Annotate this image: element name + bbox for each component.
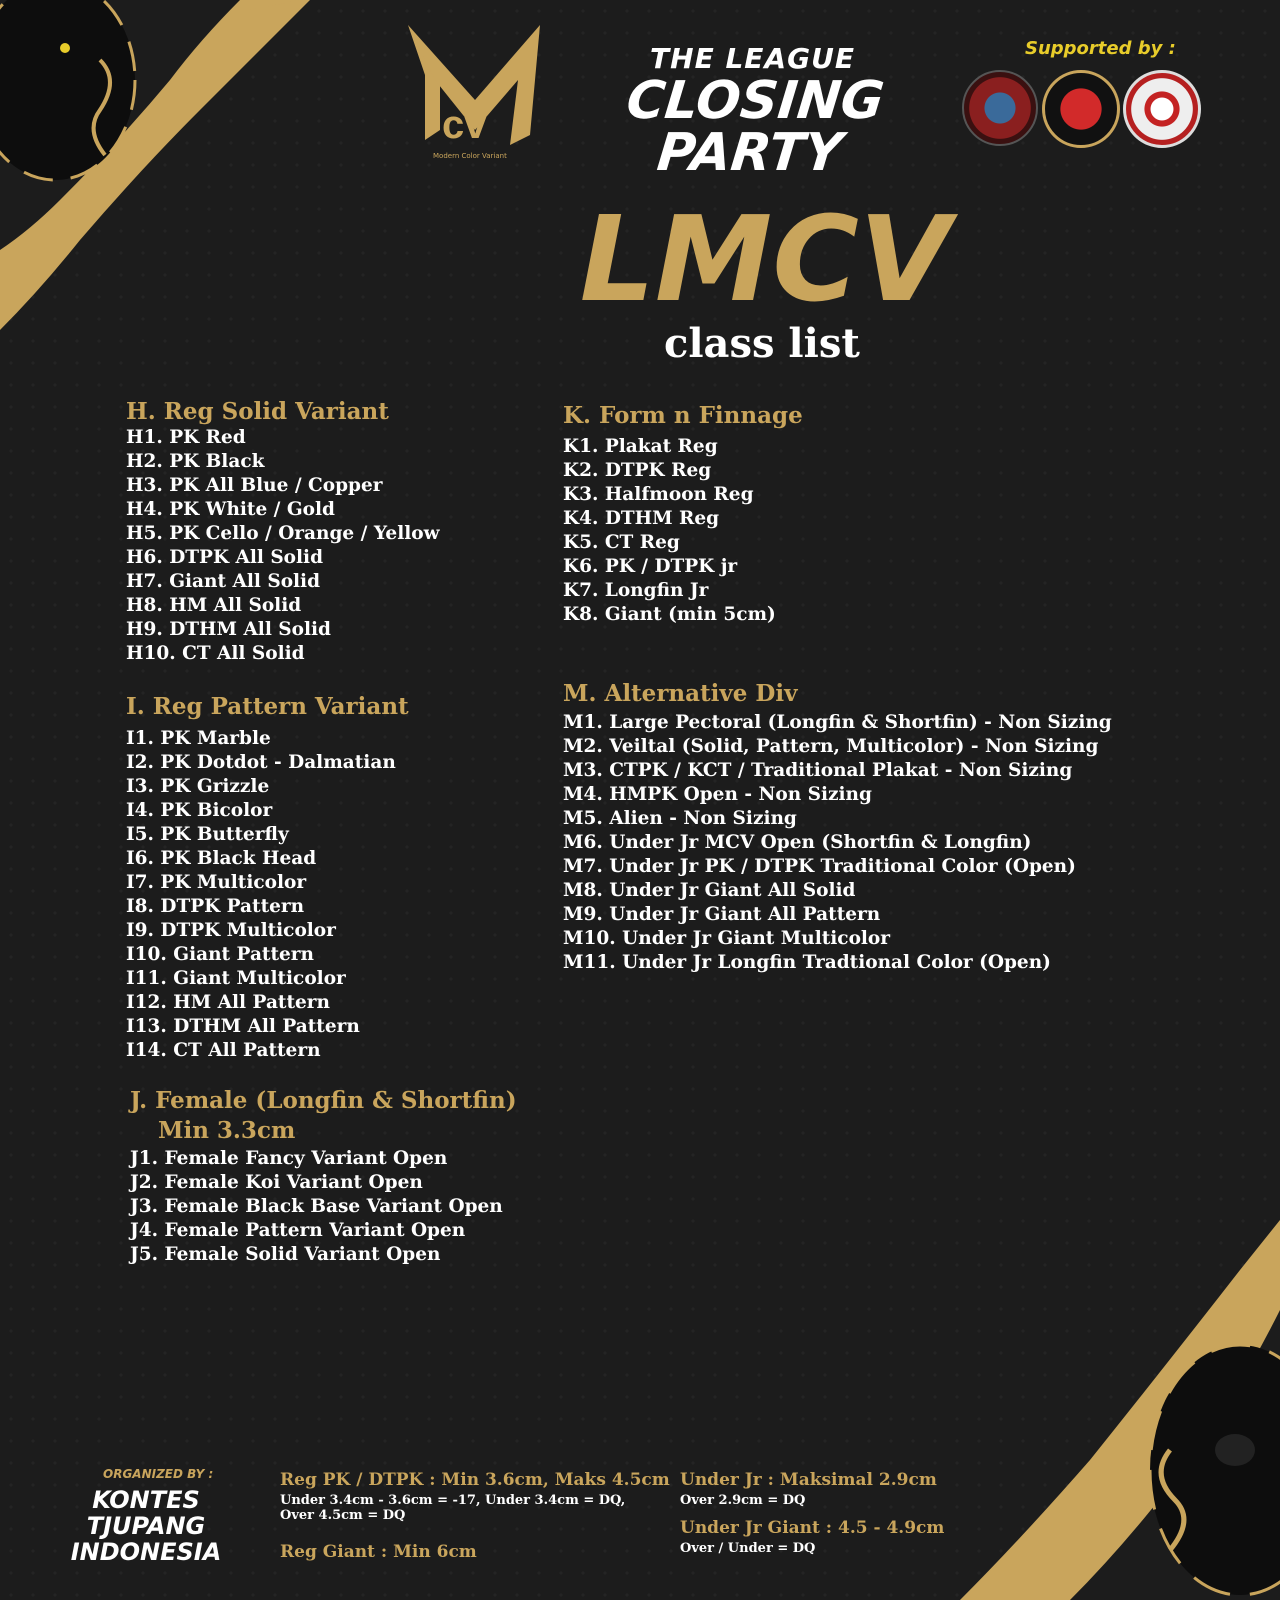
list-item: H7. Giant All Solid — [126, 571, 321, 592]
top-left-skull-icon — [0, 0, 140, 190]
list-item: I6. PK Black Head — [126, 848, 317, 869]
section-j-subtitle: Min 3.3cm — [158, 1117, 296, 1144]
section-i-list — [126, 727, 396, 1063]
organizer-line3: INDONESIA — [70, 1538, 222, 1566]
list-item: M8. Under Jr Giant All Solid — [563, 880, 856, 901]
list-item: K1. Plakat Reg — [563, 436, 718, 457]
lmcv-title-text: LMCV — [579, 190, 951, 328]
list-item: H6. DTPK All Solid — [126, 547, 324, 568]
list-item: I11. Giant Multicolor — [126, 968, 346, 989]
rule-under-jr-title: Under Jr : Maksimal 2.9cm — [680, 1470, 937, 1490]
list-item: K4. DTHM Reg — [563, 508, 720, 529]
list-item: I14. CT All Pattern — [126, 1040, 321, 1061]
list-item: M1. Large Pectoral (Longfin & Shortfin) - Non Sizing — [563, 712, 1112, 733]
list-item: K2. DTPK Reg — [563, 460, 712, 481]
list-item: H10. CT All Solid — [126, 643, 305, 664]
list-item: J1. Female Fancy Variant Open — [130, 1148, 448, 1169]
rule-reg-pk-title: Reg PK / DTPK : Min 3.6cm, Maks 4.5cm — [280, 1470, 670, 1490]
dragon-badge-icon — [962, 70, 1038, 146]
list-item: I1. PK Marble — [126, 728, 271, 749]
list-item: M5. Alien - Non Sizing — [563, 808, 797, 829]
section-j-list — [130, 1147, 503, 1267]
section-j-title: J. Female (Longfin & Shortfin) — [130, 1087, 517, 1114]
list-item: M2. Veiltal (Solid, Pattern, Multicolor) - Non Sizing — [563, 736, 1099, 757]
section-m-list — [563, 711, 1112, 975]
list-item: M9. Under Jr Giant All Pattern — [563, 904, 881, 925]
list-item: M10. Under Jr Giant Multicolor — [563, 928, 891, 949]
betta-moon-badge-icon — [1042, 70, 1120, 148]
class-list-subtitle: class list — [664, 320, 860, 367]
list-item: M7. Under Jr PK / DTPK Traditional Color (Open) — [563, 856, 1076, 877]
club-seal-badge-icon — [1123, 70, 1201, 148]
list-item: I10. Giant Pattern — [126, 944, 314, 965]
mcv-monogram-icon — [400, 20, 550, 155]
list-item: I12. HM All Pattern — [126, 992, 330, 1013]
section-i-title: I. Reg Pattern Variant — [126, 693, 409, 720]
list-item: M4. HMPK Open - Non Sizing — [563, 784, 872, 805]
list-item: J4. Female Pattern Variant Open — [130, 1220, 466, 1241]
rule-reg-pk-line2: Over 4.5cm = DQ — [280, 1508, 406, 1523]
organized-by-label: ORGANIZED BY : — [103, 1467, 214, 1481]
mcv-logo — [400, 20, 550, 165]
list-item: H4. PK White / Gold — [126, 499, 335, 520]
list-item: I7. PK Multicolor — [126, 872, 307, 893]
list-item: J3. Female Black Base Variant Open — [130, 1196, 503, 1217]
list-item: J5. Female Solid Variant Open — [130, 1244, 441, 1265]
list-item: K5. CT Reg — [563, 532, 680, 553]
list-item: K7. Longfin Jr — [563, 580, 709, 601]
list-item: H5. PK Cello / Orange / Yellow — [126, 523, 440, 544]
list-item: H1. PK Red — [126, 427, 246, 448]
svg-text:cv: cv — [442, 103, 487, 147]
list-item: J2. Female Koi Variant Open — [130, 1172, 423, 1193]
list-item: M6. Under Jr MCV Open (Shortfin & Longfin) — [563, 832, 1032, 853]
list-item: K8. Giant (min 5cm) — [563, 604, 776, 625]
organizer-line1: KONTES — [92, 1486, 200, 1514]
list-item: I4. PK Bicolor — [126, 800, 273, 821]
section-k-list — [563, 435, 776, 627]
rule-under-jr-giant-line1: Over / Under = DQ — [680, 1541, 816, 1556]
list-item: I9. DTPK Multicolor — [126, 920, 336, 941]
list-item: H8. HM All Solid — [126, 595, 302, 616]
list-item: I3. PK Grizzle — [126, 776, 270, 797]
list-item: H9. DTHM All Solid — [126, 619, 331, 640]
list-item: I13. DTHM All Pattern — [126, 1016, 360, 1037]
list-item: I2. PK Dotdot - Dalmatian — [126, 752, 396, 773]
organizer-line2: TJUPANG — [86, 1512, 206, 1540]
section-m-title: M. Alternative Div — [563, 680, 798, 707]
lmcv-title — [579, 190, 951, 328]
list-item: K3. Halfmoon Reg — [563, 484, 754, 505]
list-item: M3. CTPK / KCT / Traditional Plakat - Non Sizing — [563, 760, 1073, 781]
section-k-title: K. Form n Finnage — [563, 402, 803, 429]
organizer-name — [56, 1487, 236, 1565]
event-title-line2: CLOSING PARTY — [623, 71, 887, 183]
section-h-title: H. Reg Solid Variant — [126, 398, 389, 425]
list-item: K6. PK / DTPK jr — [563, 556, 738, 577]
list-item: H2. PK Black — [126, 451, 265, 472]
section-h-list — [126, 426, 440, 666]
rule-under-jr-giant-title: Under Jr Giant : 4.5 - 4.9cm — [680, 1518, 945, 1538]
list-item: I8. DTPK Pattern — [126, 896, 305, 917]
list-item: M11. Under Jr Longfin Tradtional Color (Open) — [563, 952, 1051, 973]
rule-under-jr-line1: Over 2.9cm = DQ — [680, 1493, 806, 1508]
supported-by-label: Supported by : — [1025, 38, 1176, 59]
list-item: H3. PK All Blue / Copper — [126, 475, 383, 496]
rule-reg-giant-title: Reg Giant : Min 6cm — [280, 1542, 477, 1562]
event-title-line1: THE LEAGUE — [650, 42, 855, 75]
bottom-right-skull-icon — [1130, 1330, 1280, 1600]
logo-subtitle: Modern Color Variant — [433, 152, 507, 160]
list-item: I5. PK Butterfly — [126, 824, 289, 845]
event-title — [575, 42, 930, 183]
rule-reg-pk-line1: Under 3.4cm - 3.6cm = -17, Under 3.4cm = DQ, — [280, 1493, 626, 1508]
